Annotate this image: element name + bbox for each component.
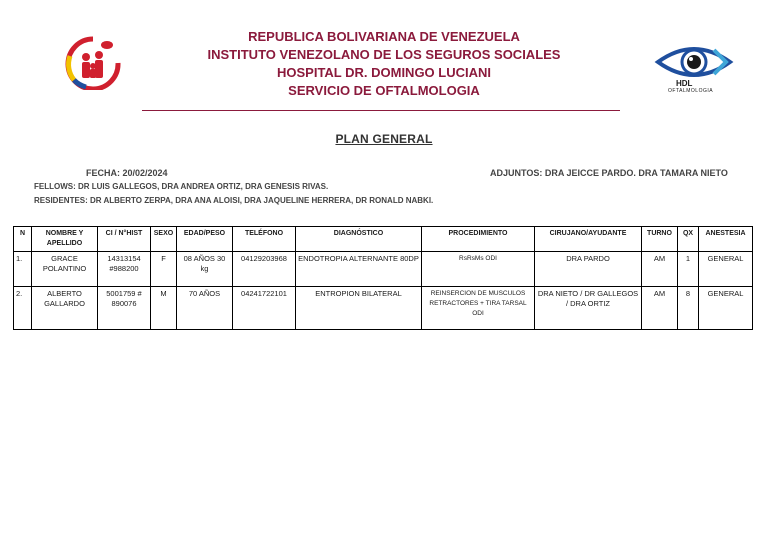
table-row: [14, 287, 753, 330]
header-hospital: HOSPITAL DR. DOMINGO LUCIANI: [276, 65, 492, 80]
cell-diagnostico: ENTROPION BILATERAL: [296, 287, 422, 330]
surgery-plan-table: [13, 226, 753, 330]
cell-nombre: GRACE POLANTINO: [32, 252, 98, 287]
col-header-cirujano: CIRUJANO/AYUDANTE: [535, 227, 642, 252]
cell-turno: AM: [642, 252, 678, 287]
cell-cirujano: DRA PARDO: [535, 252, 642, 287]
residents-label: RESIDENTES: DR ALBERTO ZERPA, DRA ANA ALOISI, DRA JAQUELINE HERRERA, DR RONALD NABKI.: [34, 196, 434, 205]
header-institute: INSTITUTO VENEZOLANO DE LOS SEGUROS SOCIALES: [207, 47, 561, 62]
cell-qx: 1: [678, 252, 699, 287]
date-label: FECHA: 20/02/2024: [86, 168, 168, 178]
col-header-n: N: [14, 227, 32, 252]
cell-sexo: F: [151, 252, 177, 287]
col-header-turno: TURNO: [642, 227, 678, 252]
col-header-qx: QX: [678, 227, 699, 252]
col-header-edad: EDAD/PESO: [177, 227, 233, 252]
cell-edad: 08 AÑOS 30 kg: [177, 252, 233, 287]
col-header-diagnostico: DIAGNÓSTICO: [296, 227, 422, 252]
col-header-procedimiento: PROCEDIMIENTO: [422, 227, 535, 252]
table-header-row: [14, 227, 753, 252]
col-header-anestesia: ANESTESIA: [699, 227, 753, 252]
attendings-label: ADJUNTOS: DRA JEICCE PARDO. DRA TAMARA NIETO: [490, 168, 728, 178]
col-header-ci: CI / N°HIST: [98, 227, 151, 252]
cell-n: 1.: [14, 252, 32, 287]
header-divider: [142, 110, 620, 111]
header-country: REPUBLICA BOLIVARIANA DE VENEZUELA: [248, 29, 520, 44]
cell-turno: AM: [642, 287, 678, 330]
fellows-label: FELLOWS: DR LUIS GALLEGOS, DRA ANDREA ORTIZ, DRA GENESIS RIVAS.: [34, 182, 329, 191]
cell-sexo: M: [151, 287, 177, 330]
cell-procedimiento: REINSERCION DE MUSCULOS RETRACTORES + TIRA TARSAL ODI: [422, 287, 535, 330]
cell-telefono: 04241722101: [233, 287, 296, 330]
cell-anestesia: GENERAL: [699, 287, 753, 330]
cell-qx: 8: [678, 287, 699, 330]
col-header-nombre: NOMBRE Y APELLIDO: [32, 227, 98, 252]
col-header-telefono: TELÉFONO: [233, 227, 296, 252]
cell-nombre: ALBERTO GALLARDO: [32, 287, 98, 330]
hdl-label: HDL: [676, 79, 693, 88]
cell-cirujano: DRA NIETO / DR GALLEGOS / DRA ORTIZ: [535, 287, 642, 330]
cell-ci: 14313154 #988200: [98, 252, 151, 287]
cell-n: 2.: [14, 287, 32, 330]
cell-procedimiento: RsRsMs ODI: [422, 252, 535, 287]
cell-ci: 5001759 # 890076: [98, 287, 151, 330]
hdl-sublabel: OFTALMOLOGIA: [668, 88, 714, 94]
cell-anestesia: GENERAL: [699, 252, 753, 287]
header-service: SERVICIO DE OFTALMOLOGIA: [288, 83, 480, 98]
page-title: PLAN GENERAL: [335, 132, 433, 146]
cell-diagnostico: ENDOTROPIA ALTERNANTE 80DP: [296, 252, 422, 287]
cell-edad: 70 AÑOS: [177, 287, 233, 330]
cell-telefono: 04129203968: [233, 252, 296, 287]
col-header-sexo: SEXO: [151, 227, 177, 252]
table-row: [14, 252, 753, 287]
